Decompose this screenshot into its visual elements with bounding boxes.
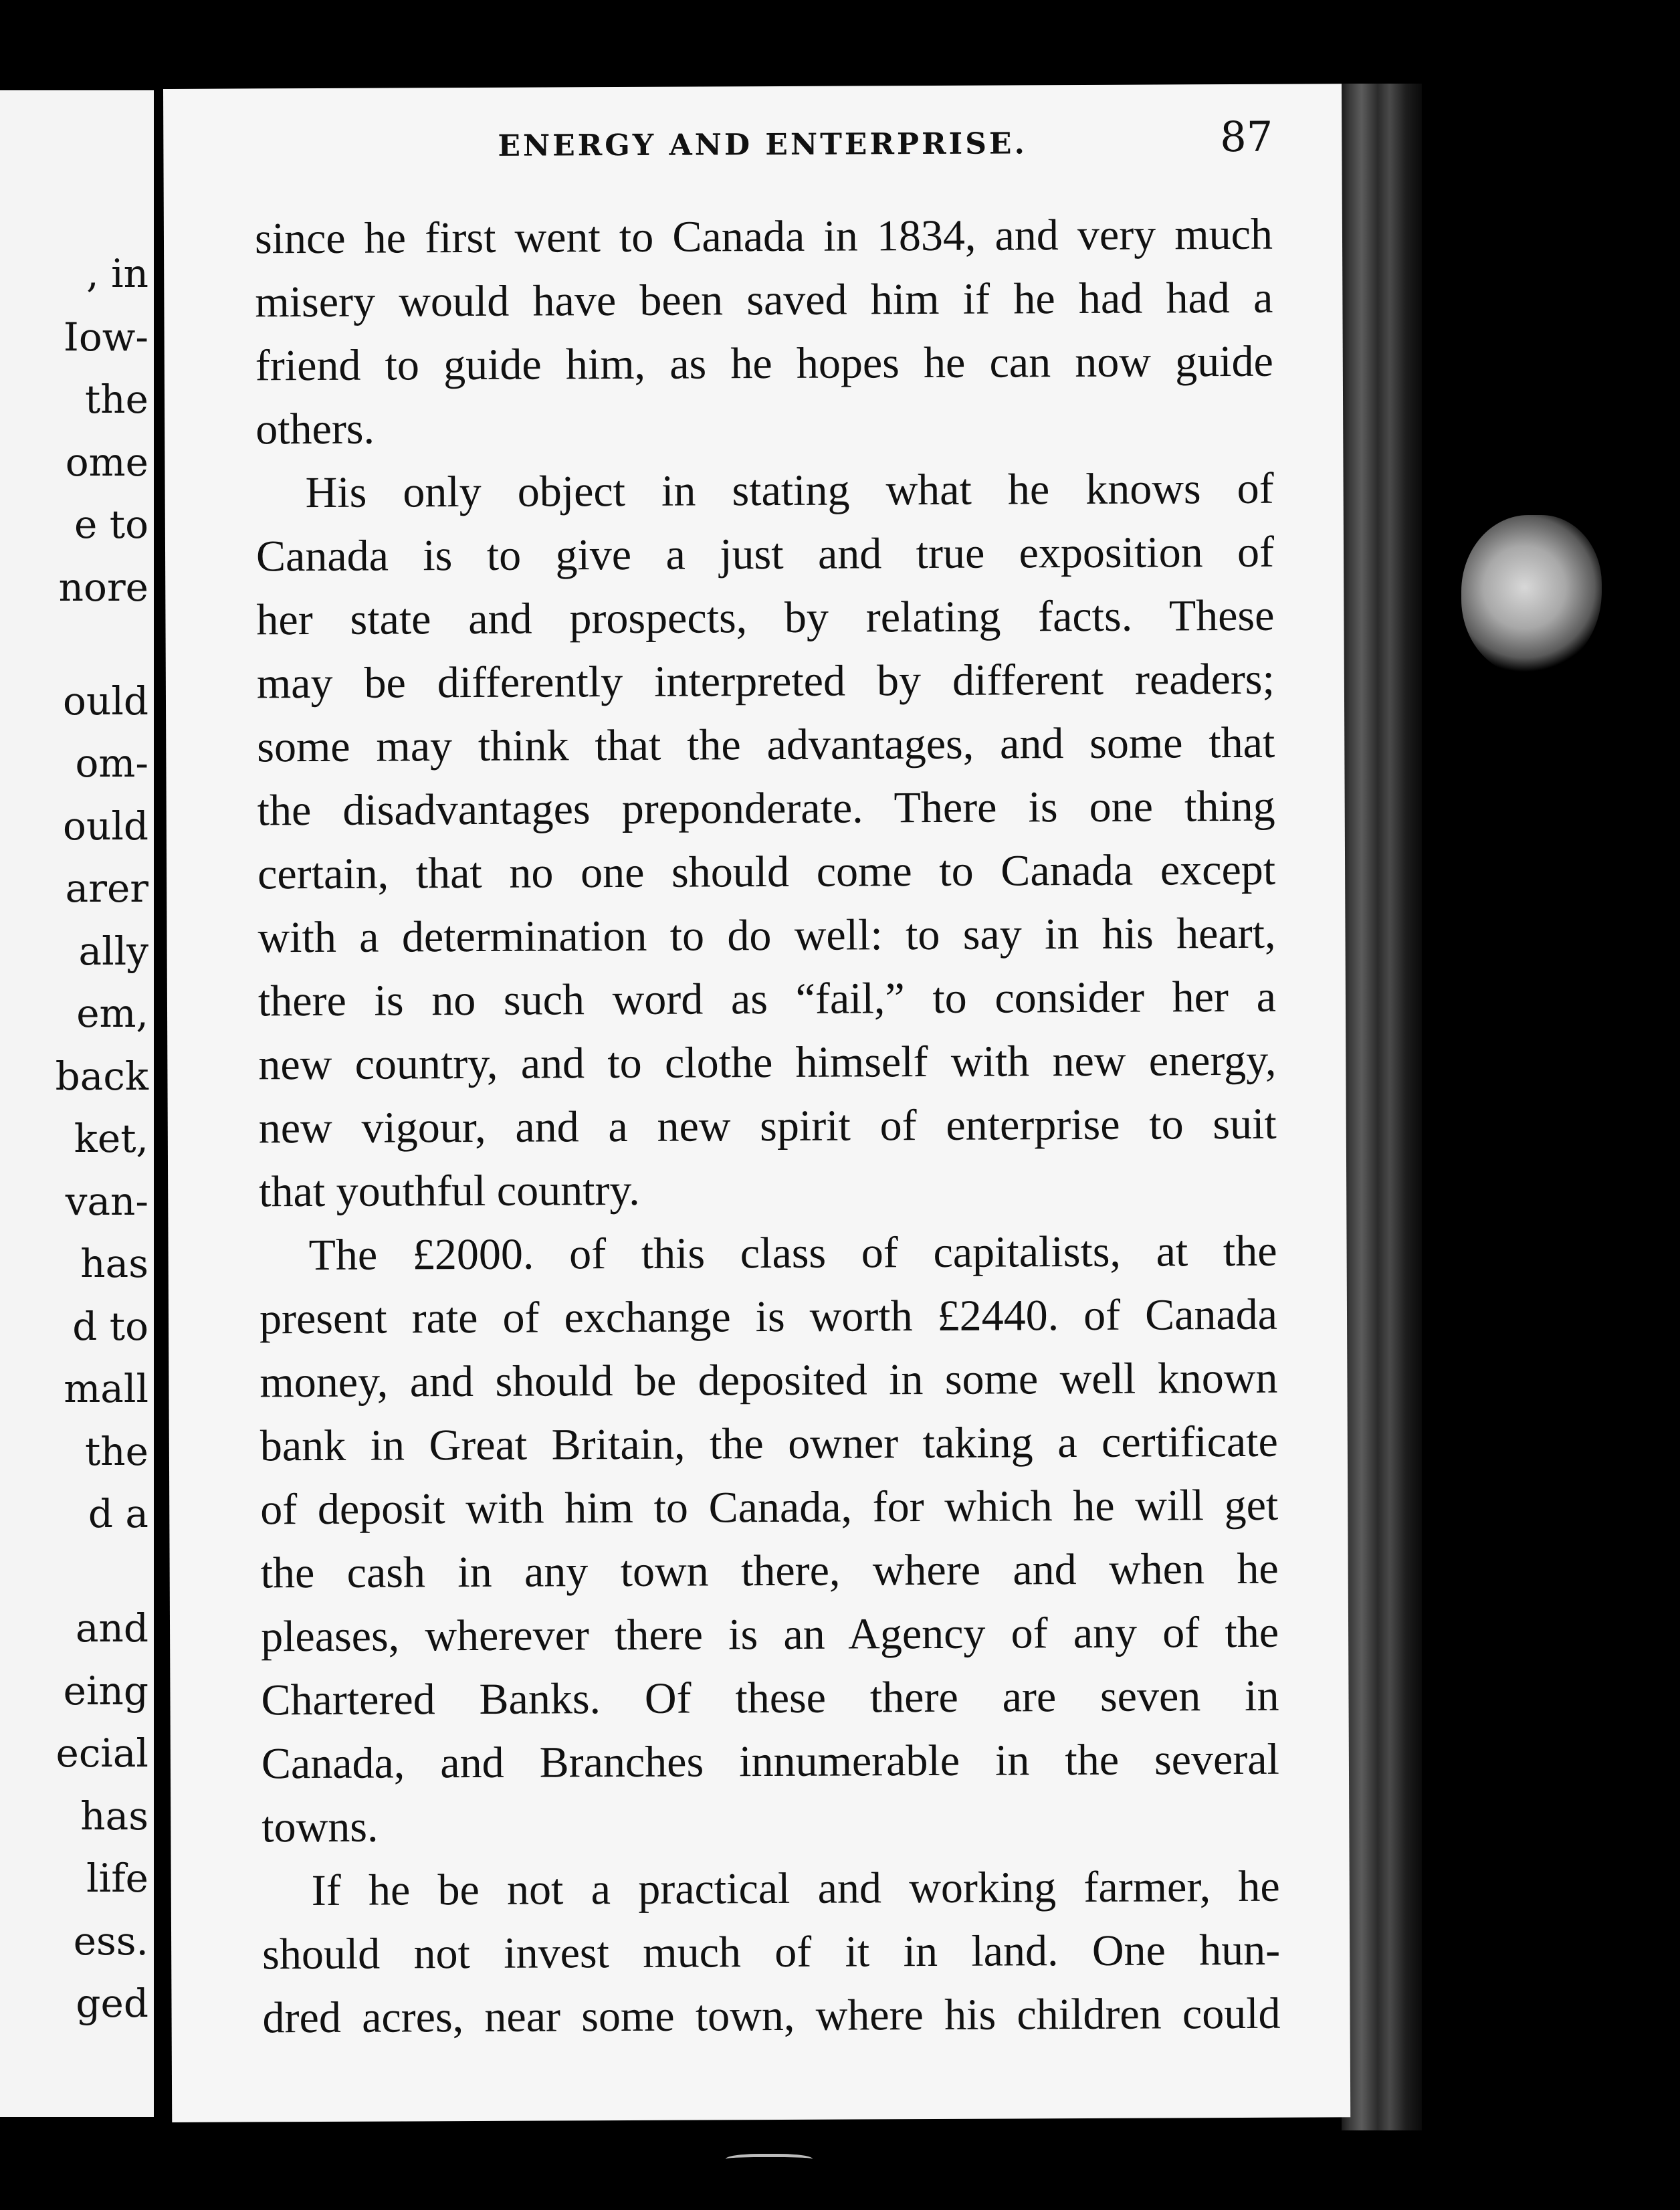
left-page-line: ged <box>76 1981 148 2026</box>
text-line: Canada is to give a just and true exposition of <box>255 527 1275 581</box>
left-page-line: ess. <box>73 1918 148 1964</box>
left-page-fragment <box>0 90 154 2117</box>
left-page-line: the <box>85 377 148 422</box>
left-page-line: d to <box>72 1304 148 1349</box>
left-page-line: arer <box>65 866 148 911</box>
left-page-line: Iow- <box>63 314 148 360</box>
text-line: dred acres, near some town, where his children could <box>262 1989 1281 2043</box>
left-page-line: nore <box>58 565 148 610</box>
text-line: His only object in stating what he knows of <box>305 464 1274 518</box>
text-line: certain, that no one should come to Canada except <box>257 845 1276 899</box>
left-page-line: ket, <box>74 1116 148 1161</box>
text-line: her state and prospects, by relating facts. These <box>256 591 1275 645</box>
text-line: of deposit with him to Canada, for which he will get <box>260 1480 1279 1534</box>
left-page-line: om- <box>75 740 148 786</box>
left-page-line: the <box>85 1429 148 1474</box>
text-line: should not invest much of it in land. One hun- <box>262 1925 1281 1979</box>
main-page <box>163 84 1350 2122</box>
text-line: new country, and to clothe himself with new energy, <box>258 1035 1277 1090</box>
left-page-line: van- <box>65 1179 148 1224</box>
left-page-line: e to <box>74 502 148 547</box>
text-line: some may think that the advantages, and some that <box>257 718 1275 772</box>
running-head: ENERGY AND ENTERPRISE. <box>498 126 1027 163</box>
left-page-line: mall <box>64 1366 148 1411</box>
text-line: with a determination to do well: to say in his heart, <box>257 908 1276 963</box>
left-page-line: ould <box>63 678 148 724</box>
text-line: the disadvantages preponderate. There is one thing <box>257 781 1275 835</box>
text-line: friend to guide him, as he hopes he can now guide <box>255 336 1273 391</box>
text-line: money, and should be deposited in some well known <box>259 1353 1278 1407</box>
left-page-line: has <box>80 1793 148 1839</box>
text-line: Chartered Banks. Of these there are seven in <box>261 1671 1279 1725</box>
text-line: others. <box>255 404 375 454</box>
text-line: Canada, and Branches innumerable in the several <box>261 1734 1280 1789</box>
left-page-line: ould <box>63 803 148 849</box>
text-line: The £2000. of this class of capitalists, at the <box>308 1226 1277 1280</box>
text-line: the cash in any town there, where and when he <box>260 1544 1279 1598</box>
text-line: If he be not a practical and working farmer, he <box>311 1862 1280 1916</box>
left-page-line: em, <box>76 991 148 1036</box>
left-page-line: d a <box>88 1491 148 1536</box>
text-line: that youthful country. <box>259 1165 640 1217</box>
left-page-line: ecial <box>56 1730 148 1776</box>
left-page-line: has <box>80 1241 148 1286</box>
left-page-line: eing <box>63 1668 148 1714</box>
text-line: may be differently interpreted by different readers; <box>256 654 1275 708</box>
page-number: 87 <box>1220 112 1273 162</box>
left-page-line: life <box>86 1855 148 1901</box>
text-line: new vigour, and a new spirit of enterprise to suit <box>258 1099 1277 1153</box>
page-edges <box>1342 84 1422 2130</box>
scan-blemish <box>1461 515 1602 676</box>
text-line: misery would have been saved him if he had had a <box>255 273 1273 327</box>
scan-mark <box>726 2154 813 2167</box>
text-line: towns. <box>261 1802 379 1852</box>
left-page-line: and <box>75 1605 148 1651</box>
left-page-line: ome <box>65 439 148 485</box>
text-line: pleases, wherever there is an Agency of any of the <box>260 1607 1279 1662</box>
text-line: since he first went to Canada in 1834, and very much <box>254 209 1273 264</box>
left-page-line: back <box>55 1053 148 1099</box>
text-line: present rate of exchange is worth £2440. of Canada <box>259 1290 1278 1344</box>
left-page-line: , in <box>86 251 148 296</box>
text-line: there is no such word as “fail,” to consider her a <box>257 972 1277 1026</box>
text-line: bank in Great Britain, the owner taking a certificate <box>259 1417 1278 1471</box>
left-page-line: ally <box>78 928 148 974</box>
